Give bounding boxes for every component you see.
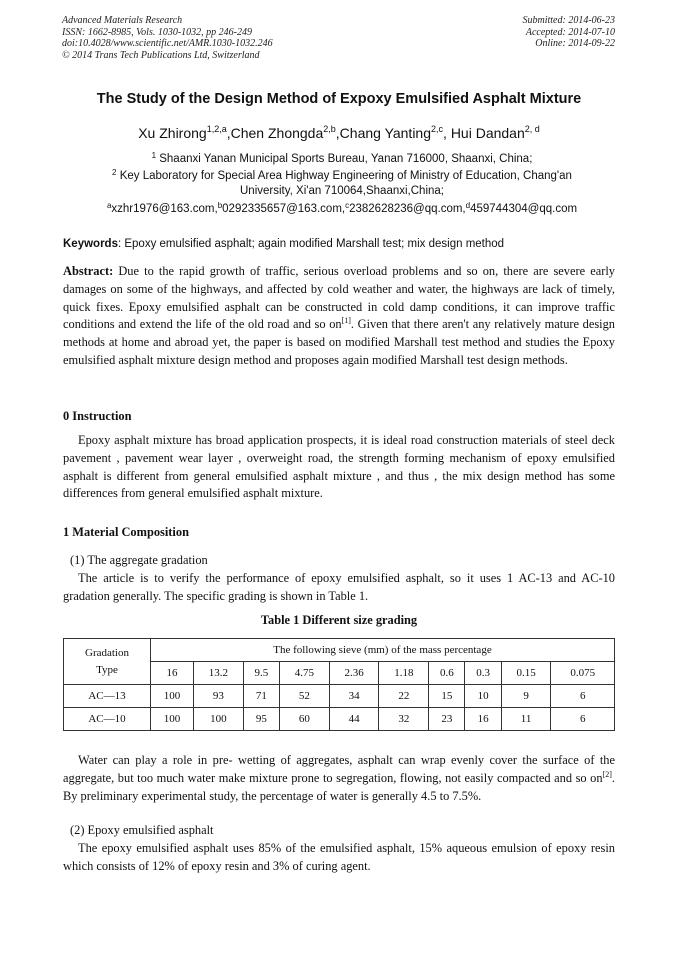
table-cell: 15 (429, 685, 465, 708)
table-header-row (64, 639, 615, 662)
grading-table (63, 638, 615, 731)
sieve-size: 4.75 (279, 662, 329, 685)
author-affil-sup: 2,c (431, 124, 444, 134)
author-name: Chang Yanting (339, 125, 432, 141)
section-heading-material: 1 Material Composition (63, 525, 189, 539)
keywords-label: Keywords (63, 238, 118, 250)
online-date: Online: 2014-09-22 (535, 38, 615, 49)
abstract-text: Due to the rapid growth of traffic, serious overload problems and so on, there are severe early damages on some of the highways, and affected by cold weather and water, the highways are lack of timely, quick fixes. Epoxy emulsified asphalt can be constructed in cold damp conditions, it can improve traffic conditions and extend the life of the old road and so on (63, 264, 615, 332)
table-cell: 9 (501, 685, 551, 708)
table-cell: 23 (429, 708, 465, 731)
table-cell: 60 (279, 708, 329, 731)
sieve-size: 16 (151, 662, 194, 685)
author-separator: , (443, 125, 451, 141)
table-cell: 11 (501, 708, 551, 731)
author-emails (90, 202, 594, 217)
table-cell: 34 (329, 685, 379, 708)
doi-line: doi:10.4028/www.scientific.net/AMR.1030-1032.246 (62, 38, 273, 49)
abstract-text-cont: . Given that there aren't any relatively mature design methods at home and abroad yet, the paper is based on modified Marshall test method and studies the Epoxy emulsified asphalt mixture design method and proposes again modified Marshall test design methods. (63, 317, 615, 367)
water-text: Water can play a role in pre- wetting of aggregates, asphalt can wrap evenly cover the surface of the aggregate, but too much water make mixture prone to segregation, flowing, not easily compacted and so on (63, 753, 615, 785)
email-address: 0292335657@163.com, (222, 203, 346, 215)
email-sup: d (465, 201, 471, 210)
table-cell: 93 (193, 685, 243, 708)
table-row (64, 685, 615, 708)
table-caption: Table 1 Different size grading (260, 613, 418, 627)
author-list (0, 125, 678, 141)
journal-name: Advanced Materials Research (62, 15, 183, 26)
header-line: Gradation (85, 646, 129, 659)
sieve-size: 9.5 (243, 662, 279, 685)
sieve-size: 1.18 (379, 662, 429, 685)
affiliation-text: Shaanxi Yanan Municipal Sports Bureau, Yanan 716000, Shaanxi, China; (156, 153, 533, 165)
gradation-paragraph: The article is to verify the performance of epoxy emulsified asphalt, so it uses 1 AC-13 and AC-10 gradation generally. The specific grading is shown in Table 1. (63, 571, 615, 603)
subsection-epoxy-emulsified-asphalt: (2) Epoxy emulsified asphalt (70, 823, 214, 837)
table-cell: 100 (151, 708, 194, 731)
abstract (63, 263, 615, 370)
table-row (64, 708, 615, 731)
paper-title: The Study of the Design Method of Expoxy Emulsified Asphalt Mixture (96, 91, 582, 107)
instruction-paragraph: Epoxy asphalt mixture has broad application prospects, it is ideal road construction materials of steel deck pavement , pavement wear layer , overweight road, the strength forming mechanism of epoxy emulsified asphalt is different from general emulsified asphalt mixture , and thus , the mix design method has some differences from general emulsified asphalt mixture. (63, 433, 615, 501)
email-sup: c (345, 201, 350, 210)
abstract-label: Abstract: (63, 264, 114, 278)
affiliation-1 (90, 152, 594, 167)
email-address: xzhr1976@163.com, (111, 203, 218, 215)
table-cell: 6 (551, 685, 615, 708)
author-separator: , (226, 125, 231, 141)
water-paragraph (63, 752, 615, 805)
email-address: 2382628236@qq.com, (349, 203, 466, 215)
table-cell: 44 (329, 708, 379, 731)
sieve-size: 0.075 (551, 662, 615, 685)
citation-ref: [2] (602, 769, 612, 779)
affiliation-2 (90, 169, 594, 199)
sieve-size: 2.36 (329, 662, 379, 685)
affiliation-number: 1 (151, 151, 157, 160)
table-cell: 71 (243, 685, 279, 708)
gradation-type: AC—10 (64, 708, 151, 731)
table-cell: 10 (465, 685, 501, 708)
water-text-cont: . By preliminary experimental study, the percentage of water is generally 4.5 to 7.5%. (63, 770, 615, 803)
sieve-size: 0.6 (429, 662, 465, 685)
section-heading-instruction: 0 Instruction (63, 409, 132, 423)
keywords (63, 238, 615, 250)
keywords-text: : Epoxy emulsified asphalt; again modified Marshall test; mix design method (117, 238, 505, 250)
header-line: Type (96, 663, 118, 676)
email-address: 459744304@qq.com (470, 203, 578, 215)
sieve-size: 13.2 (193, 662, 243, 685)
author-affil-sup: 2, d (524, 124, 540, 134)
table-cell: 6 (551, 708, 615, 731)
affiliation-text: Key Laboratory for Special Area Highway Engineering of Ministry of Education, Chang'an University, Xi'an 710064,Shaanxi,China; (116, 170, 572, 197)
epoxy-paragraph: The epoxy emulsified asphalt uses 85% of the emulsified asphalt, 15% aqueous emulsion of epoxy resin which consists of 12% of epoxy resin and 3% of curing agent. (63, 841, 615, 873)
author-affil-sup: 1,2,a (206, 124, 227, 134)
submitted-date: Submitted: 2014-06-23 (522, 15, 615, 26)
author-name: Xu Zhirong (138, 125, 207, 141)
citation-ref: [1] (341, 316, 351, 326)
sieve-group-header: The following sieve (mm) of the mass percentage (151, 639, 615, 662)
table-cell: 100 (151, 685, 194, 708)
sieve-size: 0.3 (465, 662, 501, 685)
table-cell: 52 (279, 685, 329, 708)
journal-info (62, 15, 273, 61)
email-sup: b (217, 201, 223, 210)
author-separator: , (335, 125, 340, 141)
sieve-size: 0.15 (501, 662, 551, 685)
table-cell: 95 (243, 708, 279, 731)
subsection-aggregate-gradation: (1) The aggregate gradation (70, 553, 208, 567)
issn-line: ISSN: 1662-8985, Vols. 1030-1032, pp 246-249 (62, 26, 252, 38)
table-cell: 22 (379, 685, 429, 708)
table-cell: 16 (465, 708, 501, 731)
copyright-line: © 2014 Trans Tech Publications Ltd, Switzerland (62, 49, 260, 61)
gradation-type-header (64, 639, 151, 685)
table-cell: 32 (379, 708, 429, 731)
author-name: Chen Zhongda (230, 125, 324, 141)
accepted-date: Accepted: 2014-07-10 (525, 26, 615, 38)
affiliation-number: 2 (112, 168, 117, 177)
email-sup: a (106, 201, 112, 210)
table-cell: 100 (193, 708, 243, 731)
publication-dates (523, 15, 616, 50)
author-affil-sup: 2,b (323, 124, 336, 134)
gradation-type: AC—13 (64, 685, 151, 708)
author-name: Hui Dandan (450, 125, 525, 141)
